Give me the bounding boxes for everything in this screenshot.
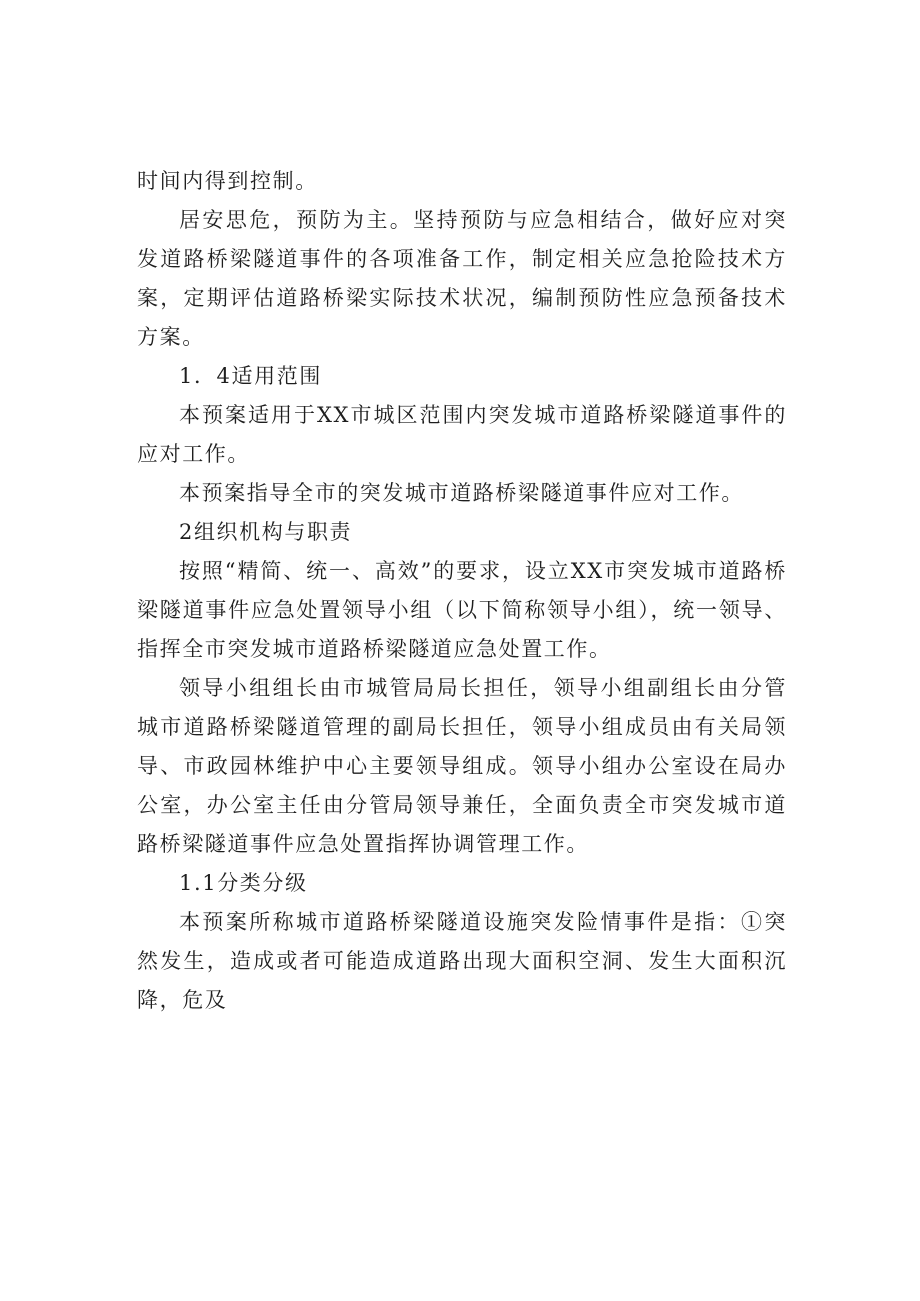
paragraph-leading-group: 按照“精简、统一、高效”的要求，设立XX市突发城市道路桥梁隧道事件应急处置领导小组（以下简称领导小组），统一领导、指挥全市突发城市道路桥梁隧道应急处置工作。 bbox=[137, 559, 787, 661]
paragraph-continuation: 时间内得到控制。 bbox=[137, 169, 318, 193]
paragraph-principle: 居安思危，预防为主。坚持预防与应急相结合，做好应对突发道路桥梁隧道事件的各项准备工作，制定相关应急抢险技术方案，定期评估道路桥梁实际技术状况，编制预防性应急预备技术方案。 bbox=[137, 208, 787, 349]
section-heading-scope: 1．4适用范围 bbox=[179, 364, 322, 388]
section-heading-organization: 2组织机构与职责 bbox=[179, 520, 353, 544]
section-heading-classification: 1.1分类分级 bbox=[179, 871, 308, 895]
paragraph-classification: 本预案所称城市道路桥梁隧道设施突发险情事件是指：①突然发生，造成或者可能造成道路出现大面积空洞、发生大面积沉降，危及 bbox=[137, 910, 787, 1012]
paragraph-scope: 本预案适用于XX市城区范围内突发城市道路桥梁隧道事件的应对工作。 bbox=[137, 403, 787, 466]
document-body bbox=[137, 162, 787, 1020]
paragraph-group-members: 领导小组组长由市城管局局长担任，领导小组副组长由分管城市道路桥梁隧道管理的副局长担任，领导小组成员由有关局领导、市政园林维护中心主要领导组成。领导小组办公室设在局办公室，办公室主任由分管局领导兼任，全面负责全市突发城市道路桥梁隧道事件应急处置指挥协调管理工作。 bbox=[137, 676, 787, 856]
paragraph-guidance: 本预案指导全市的突发城市道路桥梁隧道事件应对工作。 bbox=[179, 481, 744, 505]
